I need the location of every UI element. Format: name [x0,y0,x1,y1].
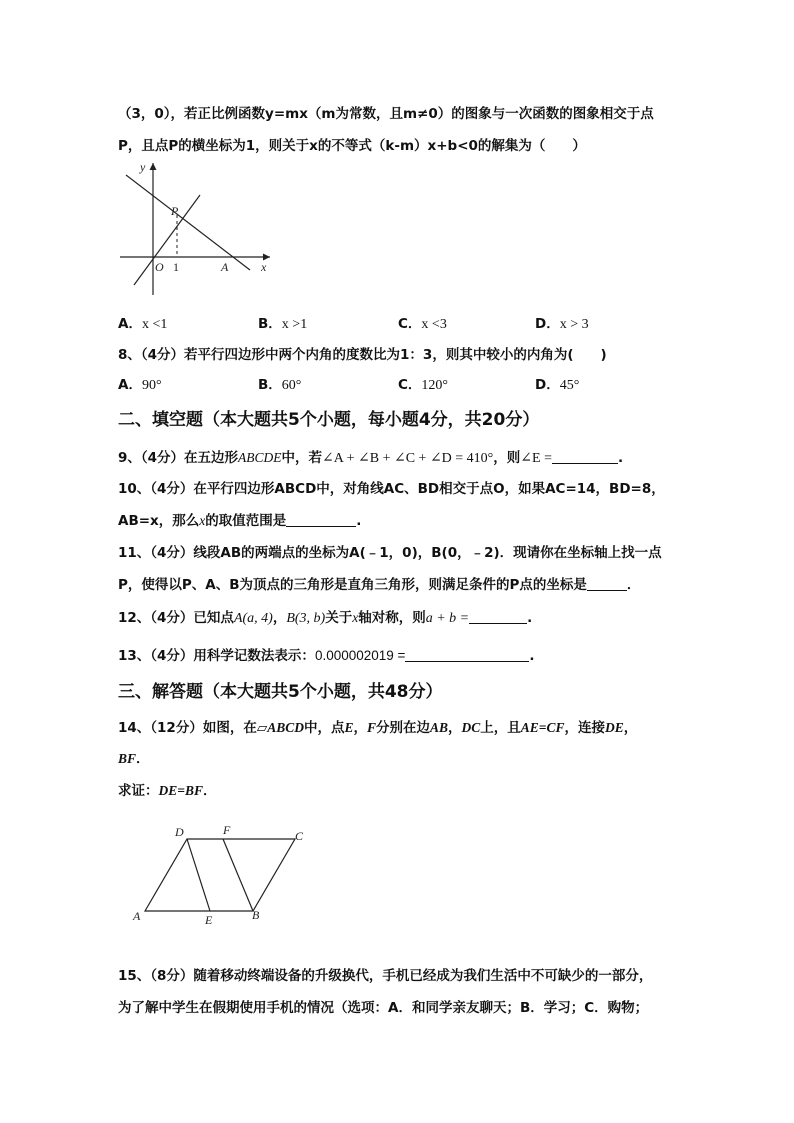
label-y: y [140,160,146,174]
q15-text-line1: 15、（8分）随着移动终端设备的升级换代，手机已经成为我们生活中不可缺少的一部分， [118,968,653,984]
q7-option-d[interactable]: D．x > 3 [535,316,589,332]
q8-text: 8、（4分）若平行四边形中两个内角的度数比为1：3，则其中较小的内角为( ) [118,347,607,363]
q8-option-b[interactable]: B．60° [258,377,302,393]
q11-text-line2: P，使得以P、A、B为顶点的三角形是直角三角形，则满足条件的P点的坐标是 ． [118,577,641,593]
q10-answer-blank[interactable] [286,514,356,527]
q8-option-c[interactable]: C．120° [398,377,449,393]
q7-option-c[interactable]: C．x <3 [398,316,447,332]
q15-text-line2: 为了解中学生在假期使用手机的情况（选项：A．和同学亲友聊天；B．学习；C．购物； [118,1000,649,1016]
label-O: O [155,260,164,274]
q7-text-line1: （3，0），若正比例函数y=mx（m为常数，且m≠0）的图象与一次函数的图象相交于点 [118,106,654,122]
q7-text-line2: P，且点P的横坐标为1，则关于x的不等式（k-m）x+b<0的解集为（ ） [118,138,586,154]
section-fill-in-title: 二、填空题（本大题共5个小题，每小题4分，共20分） [118,410,540,430]
q14-text-line1: 14、（12分）如图，在▱ABCD中，点E，F分别在边AB，DC上，且AE=CF，连接DE， [118,720,638,736]
parallelogram-abcd [145,839,295,911]
q13-text: 13、（4分）用科学记数法表示：0.000002019 = . [118,648,535,664]
q7-graph [118,155,278,300]
section-solution-title: 三、解答题（本大题共5个小题，共48分） [118,682,443,702]
q13-answer-blank[interactable] [405,649,529,662]
q12-answer-blank[interactable] [469,611,527,624]
q12-text: 12、（4分）已知点A(a, 4)，B(3, b)关于x轴对称，则a + b = . [118,610,533,626]
fig-label-c: C [295,829,304,843]
label-x: x [261,260,267,274]
fig-label-b: B [252,908,260,922]
q11-answer-blank[interactable] [587,578,627,591]
label-P: P [171,204,179,218]
q9-answer-blank[interactable] [552,451,618,464]
label-1: 1 [173,260,179,274]
q7-option-b[interactable]: B．x >1 [258,316,308,332]
fig-label-f: F [223,823,231,837]
q14-text-line2: BF． [118,751,150,767]
fig-label-e: E [205,913,213,927]
label-A: A [221,260,229,274]
q9-text: 9、（4分）在五边形ABCDE中，若∠A + ∠B + ∠C + ∠D = 410°，则∠E = . [118,450,624,466]
q10-text-line2: AB=x，那么x的取值范围是 . [118,513,362,529]
q10-text-line1: 10、（4分）在平行四边形ABCD中，对角线AC、BD相交于点O，如果AC=14，BD=8， [118,481,665,497]
line-linear-function [126,175,250,270]
q8-option-a[interactable]: A．90° [118,377,162,393]
q8-option-d[interactable]: D．45° [535,377,580,393]
q11-text-line1: 11、（4分）线段AB的两端点的坐标为A(﹣1，0)，B(0，﹣2)．现请你在坐标轴上找一点 [118,545,662,561]
q14-parallelogram-figure [125,822,325,932]
segment-bf [223,839,253,911]
fig-label-d: D [175,825,184,839]
fig-label-a: A [133,909,141,923]
line-proportional-function [134,195,200,285]
q14-prove: 求证：DE=BF． [118,783,217,799]
segment-de [187,839,210,911]
q7-option-a[interactable]: A．x <1 [118,316,168,332]
